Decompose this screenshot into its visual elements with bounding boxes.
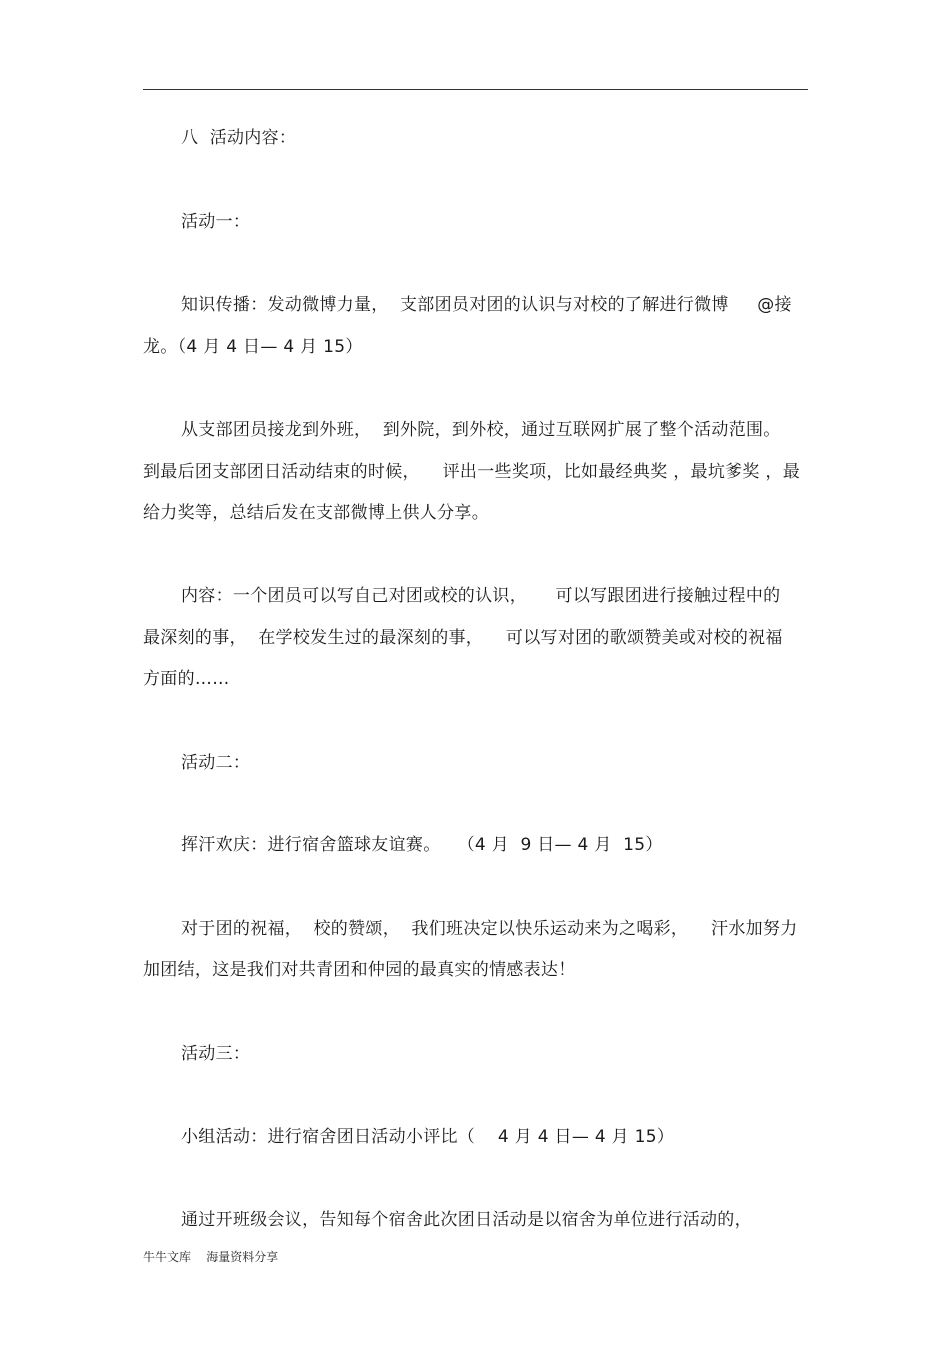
section-heading: 八 活动内容： <box>181 128 297 148</box>
paragraph-line: 给力奖等，总结后发在支部微博上供人分享。 <box>143 503 489 523</box>
paragraph-line: 龙。（4 月 4 日— 4 月 15） <box>143 337 363 357</box>
paragraph-line: 最深刻的事， 在学校发生过的最深刻的事， 可以写对团的歌颂赞美或对校的祝福 <box>143 628 783 648</box>
activity-three-heading: 活动三： <box>181 1044 251 1064</box>
paragraph-line: 知识传播：发动微博力量， 支部团员对团的认识与对校的了解进行微博 @接 <box>181 295 792 315</box>
paragraph-line: 到最后团支部团日活动结束的时候， 评出一些奖项，比如最经典奖 ，最坑爹奖 ，最 <box>143 462 801 482</box>
paragraph-line: 小组活动：进行宿舍团日活动小评比（ 4 月 4 日— 4 月 15） <box>181 1127 675 1147</box>
activity-two-heading: 活动二： <box>181 753 251 773</box>
header-rule <box>143 89 808 90</box>
paragraph-line: 挥汗欢庆：进行宿舍篮球友谊赛。 （4 月 9 日— 4 月 15） <box>181 835 663 855</box>
paragraph-line: 通过开班级会议，告知每个宿舍此次团日活动是以宿舍为单位进行活动的， <box>181 1210 752 1230</box>
paragraph-line: 加团结，这是我们对共青团和仲园的最真实的情感表达！ <box>143 960 576 980</box>
paragraph-line: 从支部团员接龙到外班， 到外院，到外校，通过互联网扩展了整个活动范围。 <box>181 420 781 440</box>
paragraph-line: 方面的…… <box>143 669 230 689</box>
activity-one-heading: 活动一： <box>181 212 251 232</box>
paragraph-line: 内容：一个团员可以写自己对团或校的认识， 可以写跟团进行接触过程中的 <box>181 586 781 606</box>
page-footer: 牛牛文库 海量资料分享 <box>143 1250 279 1264</box>
paragraph-line: 对于团的祝福， 校的赞颂， 我们班决定以快乐运动来为之喝彩， 汗水加努力 <box>181 919 798 939</box>
